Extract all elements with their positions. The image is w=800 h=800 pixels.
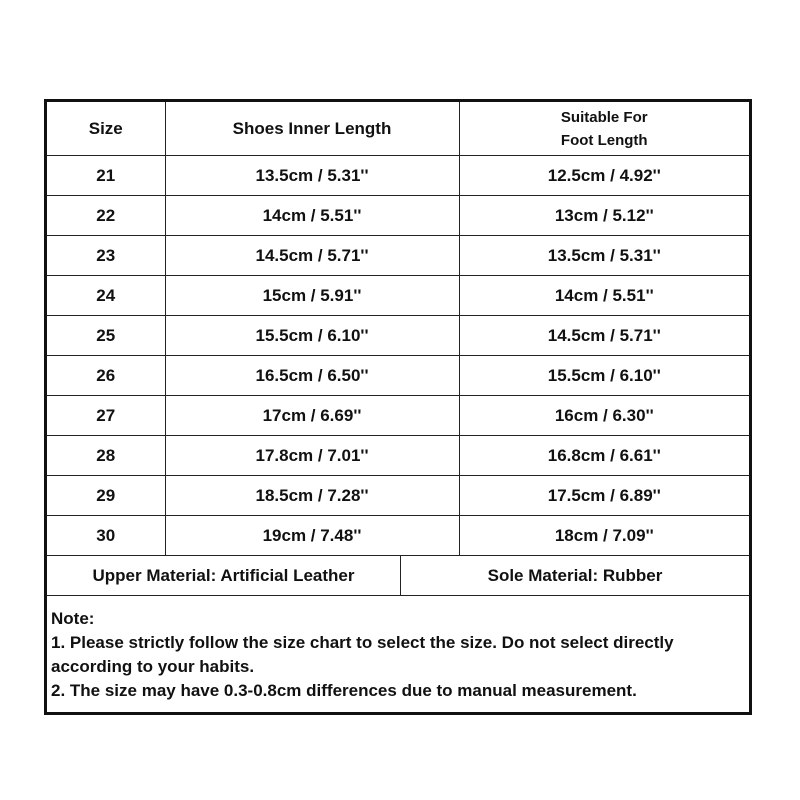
inner-length-cell: 17.8cm / 7.01'' [165,436,459,476]
header-foot-length [459,102,749,156]
table-row [47,356,749,396]
header-inner-length: Shoes Inner Length [165,102,459,156]
inner-length-cell: 14.5cm / 5.71'' [165,236,459,276]
materials-row [47,556,749,596]
size-cell: 27 [47,396,165,436]
table-row [47,156,749,196]
size-table [47,102,749,556]
table-row [47,276,749,316]
foot-length-cell: 12.5cm / 4.92'' [459,156,749,196]
sole-material: Sole Material: Rubber [487,565,663,585]
table-row [47,396,749,436]
table-row [47,516,749,556]
size-cell: 28 [47,436,165,476]
size-cell: 22 [47,196,165,236]
inner-length-cell: 14cm / 5.51'' [165,196,459,236]
foot-length-cell: 13.5cm / 5.31'' [459,236,749,276]
inner-length-cell: 16.5cm / 6.50'' [165,356,459,396]
inner-length-cell: 18.5cm / 7.28'' [165,476,459,516]
header-size: Size [47,102,165,156]
notes-section [47,596,749,703]
foot-length-cell: 16.8cm / 6.61'' [459,436,749,476]
table-row [47,476,749,516]
inner-length-cell: 19cm / 7.48'' [165,516,459,556]
inner-length-cell: 15.5cm / 6.10'' [165,316,459,356]
size-cell: 24 [47,276,165,316]
size-rows [47,156,749,556]
size-cell: 26 [47,356,165,396]
table-header-row [47,102,749,156]
size-cell: 23 [47,236,165,276]
foot-length-cell: 18cm / 7.09'' [459,516,749,556]
foot-length-cell: 13cm / 5.12'' [459,196,749,236]
table-row [47,196,749,236]
upper-material: Upper Material: Artificial Leather [47,556,401,595]
table-row [47,436,749,476]
note-line-2: 2. The size may have 0.3-0.8cm differences due to manual measurement. [51,681,637,700]
foot-length-cell: 15.5cm / 6.10'' [459,356,749,396]
note-line-1: 1. Please strictly follow the size chart to select the size. Do not select directly according to your habits. [51,633,674,676]
table-row [47,316,749,356]
notes-title: Note: [51,609,95,628]
table-row [47,236,749,276]
header-foot-length-line2: Foot Length [560,131,648,149]
foot-length-cell: 16cm / 6.30'' [459,396,749,436]
foot-length-cell: 14.5cm / 5.71'' [459,316,749,356]
size-cell: 29 [47,476,165,516]
header-foot-length-line1: Suitable For [560,108,648,126]
size-cell: 30 [47,516,165,556]
size-chart [44,99,752,715]
foot-length-cell: 17.5cm / 6.89'' [459,476,749,516]
inner-length-cell: 17cm / 6.69'' [165,396,459,436]
foot-length-cell: 14cm / 5.51'' [459,276,749,316]
size-cell: 21 [47,156,165,196]
inner-length-cell: 13.5cm / 5.31'' [165,156,459,196]
size-cell: 25 [47,316,165,356]
inner-length-cell: 15cm / 5.91'' [165,276,459,316]
